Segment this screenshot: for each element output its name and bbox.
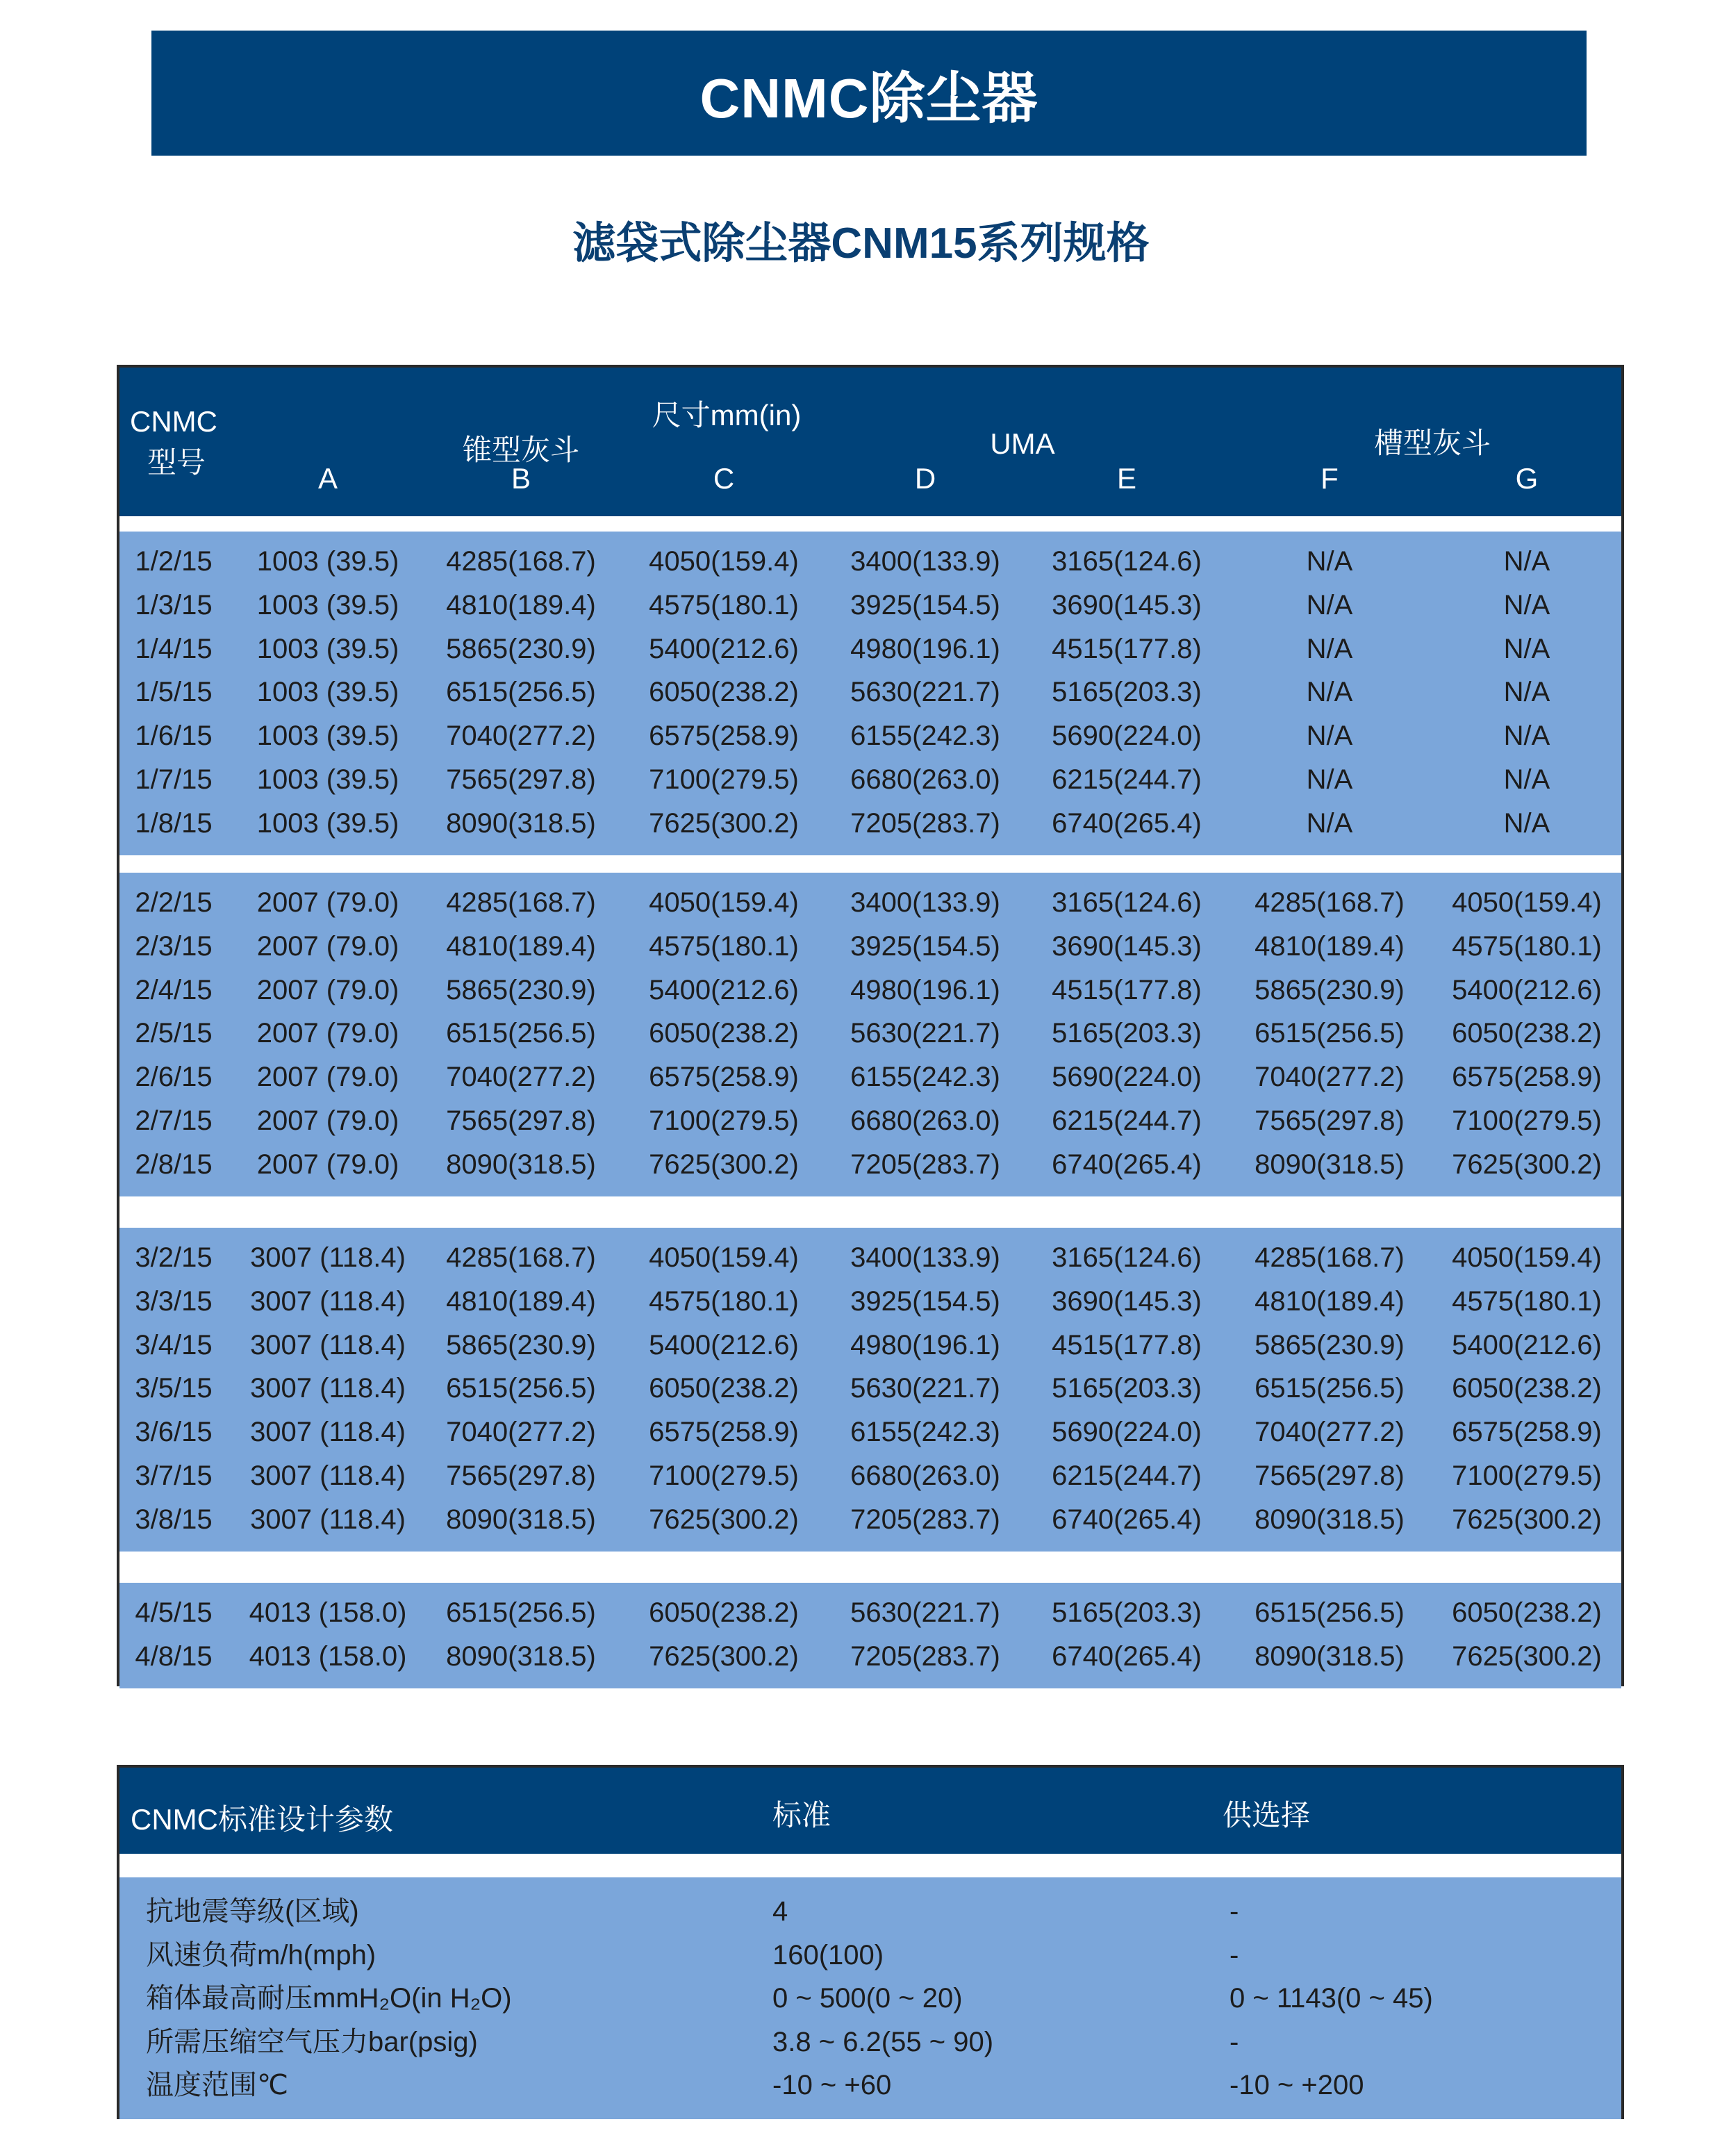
cell-model: 4/8/15 (135, 1640, 213, 1672)
cell-model: 3/2/15 (135, 1242, 213, 1273)
cell-d: 7205(283.7) (850, 1504, 1000, 1535)
cell-d: 6155(242.3) (850, 1062, 1000, 1093)
cell-f: 4810(189.4) (1255, 930, 1405, 962)
cell-d: 4980(196.1) (850, 1329, 1000, 1360)
spec-table-header (119, 368, 1621, 516)
cell-f: N/A (1306, 546, 1353, 577)
cell-a: 3007 (118.4) (250, 1373, 406, 1404)
param-name: 温度范围℃ (146, 2070, 288, 2100)
cell-model: 2/6/15 (135, 1062, 213, 1093)
param-name: 抗地震等级(区域) (146, 1896, 359, 1927)
cell-b: 5865(230.9) (446, 1329, 596, 1360)
cell-f: 6515(256.5) (1255, 1597, 1405, 1628)
cell-model: 3/6/15 (135, 1417, 213, 1448)
header-col-f: F (1321, 462, 1339, 495)
cell-a: 3007 (118.4) (250, 1285, 406, 1317)
cell-f: 8090(318.5) (1255, 1504, 1405, 1535)
header-model-line1: CNMC (130, 405, 217, 438)
table-row (119, 714, 1621, 757)
cell-f: 7565(297.8) (1255, 1460, 1405, 1491)
cell-a: 1003 (39.5) (256, 807, 399, 839)
cell-d: 7205(283.7) (850, 1640, 1000, 1672)
cell-g: 7100(279.5) (1452, 1105, 1602, 1136)
standard-value: 0 ~ 500(0 ~ 20) (772, 1983, 963, 2014)
cell-g: 6575(258.9) (1452, 1417, 1602, 1448)
param-row (119, 2064, 1621, 2107)
cell-b: 7565(297.8) (446, 1105, 596, 1136)
cell-f: N/A (1306, 633, 1353, 664)
cell-f: 8090(318.5) (1255, 1640, 1405, 1672)
cell-b: 7040(277.2) (446, 721, 596, 752)
cell-a: 1003 (39.5) (256, 633, 399, 664)
cell-a: 2007 (79.0) (256, 1062, 399, 1093)
cell-c: 6575(258.9) (649, 721, 799, 752)
cell-e: 3690(145.3) (1052, 930, 1202, 962)
table-row (119, 1236, 1621, 1279)
cell-e: 6740(265.4) (1052, 1504, 1202, 1535)
cell-a: 4013 (158.0) (249, 1640, 407, 1672)
optional-value: -10 ~ +200 (1230, 2070, 1364, 2100)
cell-model: 1/2/15 (135, 546, 213, 577)
cell-c: 7100(279.5) (649, 1460, 799, 1491)
header-uma: UMA (990, 427, 1055, 460)
cell-e: 4515(177.8) (1052, 633, 1202, 664)
spec-row-group (119, 873, 1621, 1196)
header-trough-hopper: 槽型灰斗 (1373, 427, 1491, 459)
cell-e: 4515(177.8) (1052, 974, 1202, 1005)
table-row (119, 1635, 1621, 1678)
table-row (119, 1498, 1621, 1541)
cell-e: 3165(124.6) (1052, 546, 1202, 577)
cell-model: 1/8/15 (135, 807, 213, 839)
cell-f: 4810(189.4) (1255, 1285, 1405, 1317)
cell-g: N/A (1503, 633, 1550, 664)
cell-b: 6515(256.5) (446, 1373, 596, 1404)
header-dimensions: 尺寸mm(in) (652, 399, 802, 431)
cell-a: 1003 (39.5) (256, 589, 399, 620)
cell-b: 7040(277.2) (446, 1062, 596, 1093)
cell-b: 4285(168.7) (446, 887, 596, 918)
cell-g: 6050(238.2) (1452, 1597, 1602, 1628)
cell-d: 3925(154.5) (850, 930, 1000, 962)
table-row (119, 1591, 1621, 1634)
cell-b: 7565(297.8) (446, 764, 596, 795)
table-row (119, 1099, 1621, 1142)
param-table (117, 1765, 1624, 2119)
cell-g: N/A (1503, 721, 1550, 752)
cell-e: 6740(265.4) (1052, 1149, 1202, 1180)
cell-d: 3400(133.9) (850, 1242, 1000, 1273)
page-banner (151, 31, 1587, 156)
param-row (119, 1890, 1621, 1933)
cell-d: 6680(263.0) (850, 764, 1000, 795)
param-name: 箱体最高耐压mmH₂O(in H₂O) (146, 1983, 512, 2014)
header-cone-hopper: 锥型灰斗 (462, 434, 580, 466)
cell-e: 5690(224.0) (1052, 721, 1202, 752)
standard-value: 160(100) (772, 1939, 884, 1970)
standard-value: -10 ~ +60 (772, 2070, 892, 2100)
header-col-e: E (1116, 462, 1137, 495)
cell-a: 3007 (118.4) (250, 1460, 406, 1491)
cell-a: 3007 (118.4) (250, 1504, 406, 1535)
cell-f: 6515(256.5) (1255, 1373, 1405, 1404)
header-model-line2: 型号 (147, 446, 206, 479)
cell-a: 2007 (79.0) (256, 1105, 399, 1136)
cell-b: 4810(189.4) (446, 589, 596, 620)
cell-c: 6050(238.2) (649, 677, 799, 708)
page-subtitle: 滤袋式除尘器CNM15系列规格 (572, 220, 1150, 268)
cell-f: 7565(297.8) (1255, 1105, 1405, 1136)
cell-f: 5865(230.9) (1255, 1329, 1405, 1360)
optional-value: - (1230, 1939, 1239, 1970)
cell-model: 3/4/15 (135, 1329, 213, 1360)
cell-c: 7625(300.2) (649, 807, 799, 839)
cell-c: 6575(258.9) (649, 1062, 799, 1093)
cell-d: 6680(263.0) (850, 1105, 1000, 1136)
table-row (119, 1454, 1621, 1497)
cell-model: 3/3/15 (135, 1285, 213, 1317)
optional-value: 0 ~ 1143(0 ~ 45) (1230, 1983, 1433, 2014)
cell-model: 2/7/15 (135, 1105, 213, 1136)
cell-e: 5165(203.3) (1052, 1373, 1202, 1404)
cell-model: 3/7/15 (135, 1460, 213, 1491)
cell-b: 8090(318.5) (446, 1504, 596, 1535)
cell-g: N/A (1503, 589, 1550, 620)
header-col-b: B (511, 462, 531, 495)
cell-f: N/A (1306, 677, 1353, 708)
cell-c: 7100(279.5) (649, 764, 799, 795)
cell-model: 2/2/15 (135, 887, 213, 918)
cell-b: 8090(318.5) (446, 1149, 596, 1180)
cell-f: 6515(256.5) (1255, 1018, 1405, 1049)
header-col-d: D (914, 462, 936, 495)
cell-model: 1/5/15 (135, 677, 213, 708)
cell-g: 4050(159.4) (1452, 1242, 1602, 1273)
table-row (119, 540, 1621, 583)
cell-f: 7040(277.2) (1255, 1417, 1405, 1448)
cell-b: 7040(277.2) (446, 1417, 596, 1448)
table-row (119, 1143, 1621, 1186)
spec-row-group (119, 1228, 1621, 1552)
table-row (119, 1410, 1621, 1454)
header-standard: 标准 (772, 1799, 831, 1832)
cell-e: 4515(177.8) (1052, 1329, 1202, 1360)
cell-e: 6215(244.7) (1052, 1460, 1202, 1491)
cell-d: 3925(154.5) (850, 589, 1000, 620)
cell-e: 6740(265.4) (1052, 1640, 1202, 1672)
cell-f: N/A (1306, 807, 1353, 839)
cell-g: 6575(258.9) (1452, 1062, 1602, 1093)
cell-g: 4575(180.1) (1452, 930, 1602, 962)
cell-e: 3165(124.6) (1052, 887, 1202, 918)
cell-f: 8090(318.5) (1255, 1149, 1405, 1180)
cell-model: 2/5/15 (135, 1018, 213, 1049)
cell-a: 1003 (39.5) (256, 764, 399, 795)
cell-d: 3400(133.9) (850, 887, 1000, 918)
cell-g: 6050(238.2) (1452, 1373, 1602, 1404)
header-optional: 供选择 (1223, 1799, 1311, 1832)
header-col-g: G (1515, 462, 1539, 495)
cell-a: 4013 (158.0) (249, 1597, 407, 1628)
table-row (119, 1367, 1621, 1410)
cell-b: 5865(230.9) (446, 974, 596, 1005)
cell-a: 1003 (39.5) (256, 721, 399, 752)
cell-model: 4/5/15 (135, 1597, 213, 1628)
cell-c: 7625(300.2) (649, 1504, 799, 1535)
cell-g: N/A (1503, 677, 1550, 708)
cell-g: 4575(180.1) (1452, 1285, 1602, 1317)
cell-a: 2007 (79.0) (256, 974, 399, 1005)
cell-c: 5400(212.6) (649, 974, 799, 1005)
cell-c: 4575(180.1) (649, 1285, 799, 1317)
cell-b: 4810(189.4) (446, 930, 596, 962)
cell-model: 3/5/15 (135, 1373, 213, 1404)
spec-row-group (119, 1583, 1621, 1688)
cell-model: 1/3/15 (135, 589, 213, 620)
cell-c: 7625(300.2) (649, 1640, 799, 1672)
standard-value: 3.8 ~ 6.2(55 ~ 90) (772, 2026, 994, 2057)
cell-d: 5630(221.7) (850, 1373, 1000, 1404)
cell-a: 1003 (39.5) (256, 677, 399, 708)
cell-c: 4050(159.4) (649, 546, 799, 577)
table-row (119, 670, 1621, 714)
header-col-a: A (317, 462, 338, 495)
table-row (119, 925, 1621, 968)
cell-e: 6215(244.7) (1052, 1105, 1202, 1136)
cell-a: 2007 (79.0) (256, 1149, 399, 1180)
cell-e: 3690(145.3) (1052, 1285, 1202, 1317)
cell-g: 7625(300.2) (1452, 1149, 1602, 1180)
table-row (119, 969, 1621, 1012)
cell-c: 5400(212.6) (649, 633, 799, 664)
table-row (119, 584, 1621, 627)
cell-f: 4285(168.7) (1255, 1242, 1405, 1273)
table-row (119, 802, 1621, 845)
cell-d: 6155(242.3) (850, 721, 1000, 752)
cell-d: 3925(154.5) (850, 1285, 1000, 1317)
cell-e: 5690(224.0) (1052, 1062, 1202, 1093)
cell-b: 6515(256.5) (446, 677, 596, 708)
cell-b: 6515(256.5) (446, 1597, 596, 1628)
cell-d: 5630(221.7) (850, 677, 1000, 708)
header-col-c: C (713, 462, 735, 495)
cell-g: 5400(212.6) (1452, 974, 1602, 1005)
table-row (119, 1324, 1621, 1367)
cell-e: 6215(244.7) (1052, 764, 1202, 795)
cell-g: N/A (1503, 807, 1550, 839)
cell-e: 5165(203.3) (1052, 677, 1202, 708)
param-name: 所需压缩空气压力bar(psig) (146, 2026, 478, 2057)
param-row (119, 2021, 1621, 2064)
cell-c: 5400(212.6) (649, 1329, 799, 1360)
cell-b: 4810(189.4) (446, 1285, 596, 1317)
param-table-header (119, 1768, 1621, 1854)
cell-g: 7625(300.2) (1452, 1504, 1602, 1535)
cell-e: 5165(203.3) (1052, 1597, 1202, 1628)
cell-g: N/A (1503, 546, 1550, 577)
table-row (119, 1012, 1621, 1055)
cell-model: 2/4/15 (135, 974, 213, 1005)
cell-e: 5690(224.0) (1052, 1417, 1202, 1448)
cell-c: 7100(279.5) (649, 1105, 799, 1136)
cell-d: 7205(283.7) (850, 807, 1000, 839)
cell-e: 6740(265.4) (1052, 807, 1202, 839)
cell-a: 3007 (118.4) (250, 1242, 406, 1273)
cell-model: 2/3/15 (135, 930, 213, 962)
cell-f: 4285(168.7) (1255, 887, 1405, 918)
table-row (119, 1280, 1621, 1323)
cell-model: 1/4/15 (135, 633, 213, 664)
cell-e: 3165(124.6) (1052, 1242, 1202, 1273)
cell-d: 4980(196.1) (850, 633, 1000, 664)
cell-a: 2007 (79.0) (256, 930, 399, 962)
cell-a: 3007 (118.4) (250, 1417, 406, 1448)
cell-model: 1/6/15 (135, 721, 213, 752)
cell-b: 4285(168.7) (446, 546, 596, 577)
cell-d: 6155(242.3) (850, 1417, 1000, 1448)
cell-b: 7565(297.8) (446, 1460, 596, 1491)
cell-b: 6515(256.5) (446, 1018, 596, 1049)
optional-value: - (1230, 1896, 1239, 1927)
cell-model: 3/8/15 (135, 1504, 213, 1535)
cell-d: 5630(221.7) (850, 1018, 1000, 1049)
cell-g: 4050(159.4) (1452, 887, 1602, 918)
cell-d: 3400(133.9) (850, 546, 1000, 577)
cell-g: 7100(279.5) (1452, 1460, 1602, 1491)
cell-c: 6575(258.9) (649, 1417, 799, 1448)
cell-f: N/A (1306, 589, 1353, 620)
table-row (119, 881, 1621, 924)
cell-a: 3007 (118.4) (250, 1329, 406, 1360)
cell-b: 5865(230.9) (446, 633, 596, 664)
cell-b: 4285(168.7) (446, 1242, 596, 1273)
cell-b: 8090(318.5) (446, 807, 596, 839)
cell-g: 5400(212.6) (1452, 1329, 1602, 1360)
cell-a: 1003 (39.5) (256, 546, 399, 577)
cell-f: 5865(230.9) (1255, 974, 1405, 1005)
table-row (119, 758, 1621, 801)
cell-d: 5630(221.7) (850, 1597, 1000, 1628)
header-param: CNMC标准设计参数 (131, 1803, 393, 1836)
param-row (119, 1977, 1621, 2020)
cell-b: 8090(318.5) (446, 1640, 596, 1672)
cell-f: 7040(277.2) (1255, 1062, 1405, 1093)
cell-c: 7625(300.2) (649, 1149, 799, 1180)
cell-c: 4575(180.1) (649, 589, 799, 620)
cell-e: 5165(203.3) (1052, 1018, 1202, 1049)
cell-f: N/A (1306, 721, 1353, 752)
cell-d: 4980(196.1) (850, 974, 1000, 1005)
cell-g: 6050(238.2) (1452, 1018, 1602, 1049)
param-row (119, 1934, 1621, 1977)
cell-c: 6050(238.2) (649, 1597, 799, 1628)
cell-c: 4050(159.4) (649, 887, 799, 918)
param-table-body (119, 1877, 1621, 2119)
table-row (119, 1055, 1621, 1098)
cell-model: 2/8/15 (135, 1149, 213, 1180)
cell-d: 7205(283.7) (850, 1149, 1000, 1180)
optional-value: - (1230, 2026, 1239, 2057)
cell-g: N/A (1503, 764, 1550, 795)
param-name: 风速负荷m/h(mph) (146, 1939, 376, 1970)
cell-c: 6050(238.2) (649, 1018, 799, 1049)
cell-d: 6680(263.0) (850, 1460, 1000, 1491)
cell-e: 3690(145.3) (1052, 589, 1202, 620)
spec-row-group (119, 532, 1621, 855)
cell-model: 1/7/15 (135, 764, 213, 795)
cell-c: 4575(180.1) (649, 930, 799, 962)
spec-table (117, 365, 1624, 1686)
banner-title: CNMC除尘器 (699, 67, 1038, 129)
cell-a: 2007 (79.0) (256, 887, 399, 918)
cell-a: 2007 (79.0) (256, 1018, 399, 1049)
standard-value: 4 (772, 1896, 788, 1927)
cell-g: 7625(300.2) (1452, 1640, 1602, 1672)
cell-c: 4050(159.4) (649, 1242, 799, 1273)
cell-c: 6050(238.2) (649, 1373, 799, 1404)
cell-f: N/A (1306, 764, 1353, 795)
table-row (119, 627, 1621, 670)
